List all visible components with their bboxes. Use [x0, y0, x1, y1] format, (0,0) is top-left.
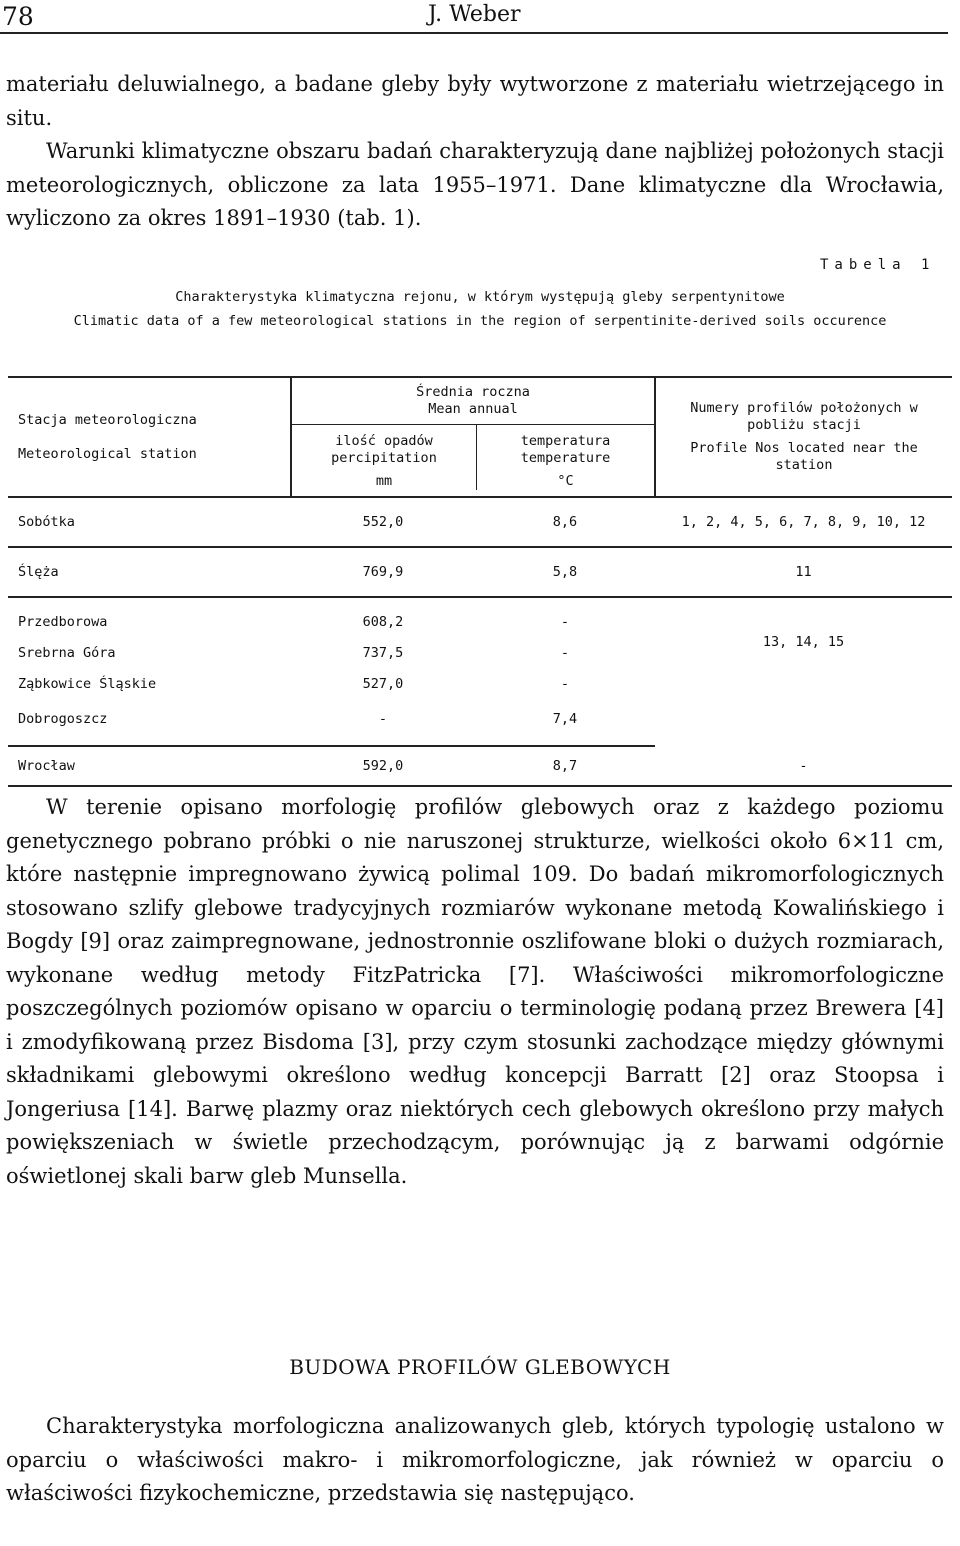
- station-cell: Sobótka: [8, 497, 291, 547]
- precip-cell: 608,2: [362, 613, 404, 630]
- temp-cell: 5,8: [475, 547, 655, 597]
- mean-annual-group: [292, 384, 654, 425]
- header-rule: [0, 32, 948, 34]
- profiles-header-en: Profile Nos located near the station: [690, 440, 918, 473]
- station-cell: Srebrna Góra: [18, 644, 116, 661]
- table-row: [8, 597, 952, 637]
- temp-cell: 8,6: [475, 497, 655, 547]
- precip-cell: 592,0: [291, 746, 475, 786]
- precip-header: [292, 425, 476, 490]
- precip-cell: 769,9: [291, 547, 475, 597]
- profiles-cell: 1, 2, 4, 5, 6, 7, 8, 9, 10, 12: [655, 497, 952, 547]
- precip-header-pl: ilość opadów: [335, 433, 433, 449]
- profiles-cell: -: [655, 746, 952, 786]
- mean-annual-subheaders: [292, 425, 654, 490]
- mean-annual-header: [291, 377, 655, 497]
- station-cell: Przedborowa: [18, 613, 108, 630]
- station-cell: Ślęża: [8, 547, 291, 597]
- table-header-row: [8, 377, 952, 497]
- table-label: Tabela 1: [820, 257, 936, 273]
- precip-header-en: percipitation: [331, 450, 437, 466]
- section-title: BUDOWA PROFILÓW GLEBOWYCH: [289, 1355, 671, 1379]
- temp-header-pl: temperatura: [520, 433, 611, 449]
- intro-paragraph-1: materiału deluwialnego, a badane gleby były wytworzone z materiału wietrzejącego in situ.: [6, 72, 944, 130]
- precip-cell: 737,5: [362, 644, 404, 661]
- station-header-en: Meteorological station: [18, 445, 197, 462]
- table-row: [8, 497, 952, 547]
- mean-annual-en: Mean annual: [428, 401, 518, 417]
- temp-cell: -: [560, 644, 570, 661]
- body-paragraph: W terenie opisano morfologię profilów glebowych oraz z każdego poziomu genetycznego pobrano próbki o nie naruszonej strukturze, wielkości około 6×11 cm, które następnie impregnowano żywicą polimal 109. Do badań mikromorfologicznych stosowano szlify glebowe tradycyjnych rozmiarów wykonane metodą Kowalińskiego i Bogdy [9] oraz zaimpregnowane, jednostronnie oszlifowane bloki o dużych rozmiarach, wykonane według metody FitzPatricka [7]. Właściwości mikromorfologiczne poszczególnych poziomów opisano w oparciu o terminologię podaną przez Brewera [4] i zmodyfikowaną przez Bisdoma [3], przy czym stosunki zachodzące między głównymi składnikami glebowymi określono według koncepcji Barratt [2] oraz Stoopsa i Jongeriusa [14]. Barwę plazmy oraz niektórych cech glebowych określono przy małych powiększeniach w świetle przechodzącym, porównując ją z barwami odgórnie oświetlonej skali barw gleb Munsella.: [6, 795, 944, 1188]
- profiles-header: [655, 377, 952, 497]
- profiles-cell: [655, 597, 952, 746]
- station-header: [8, 377, 291, 497]
- temp-cell: -: [560, 613, 570, 630]
- temp-cell: 8,7: [475, 746, 655, 786]
- profiles-cell: 11: [655, 547, 952, 597]
- temp-header: [476, 425, 654, 490]
- mean-annual-pl: Średnia roczna: [416, 384, 530, 400]
- table-row: [8, 746, 952, 786]
- table-row: [8, 547, 952, 597]
- precip-cell: -: [291, 699, 475, 746]
- temp-unit: °C: [557, 473, 574, 489]
- station-cell: Wrocław: [8, 746, 291, 786]
- profiles-value: 13, 14, 15: [762, 634, 845, 650]
- table-caption-en: Climatic data of a few meteorological stations in the region of serpentinite-derived soils occurence: [73, 313, 887, 329]
- station-cell: Dobrogoszcz: [8, 699, 291, 746]
- precip-unit: mm: [375, 473, 393, 489]
- intro-paragraph-2: Warunki klimatyczne obszaru badań charakteryzują dane najbliżej położonych stacji meteorologicznych, obliczone za lata 1955–1971. Dane klimatyczne dla Wrocławia, wyliczono za okres 1891–1930 (tab. 1).: [6, 139, 944, 230]
- running-head-author: J. Weber: [428, 2, 521, 27]
- profiles-header-pl: Numery profilów położonych w pobliżu stacji: [690, 400, 918, 433]
- climate-table: [8, 376, 952, 787]
- temp-header-en: temperature: [520, 450, 611, 466]
- temp-cell: -: [560, 675, 570, 692]
- closing-paragraph: Charakterystyka morfologiczna analizowanych gleb, których typologię ustalono w oparciu o właściwości makro- i mikromorfologiczne, jak również w oparciu o właściwości fizykochemiczne, przedstawia się następująco.: [6, 1414, 944, 1505]
- precip-cell: 552,0: [291, 497, 475, 547]
- precip-cell: 527,0: [362, 675, 404, 692]
- temp-cell: 7,4: [475, 699, 655, 746]
- station-header-pl: Stacja meteorologiczna: [18, 411, 197, 428]
- station-cell: Ząbkowice Śląskie: [18, 675, 157, 692]
- table-caption-pl: Charakterystyka klimatyczna rejonu, w którym występują gleby serpentynitowe: [175, 289, 785, 305]
- page-number: 78: [2, 2, 34, 31]
